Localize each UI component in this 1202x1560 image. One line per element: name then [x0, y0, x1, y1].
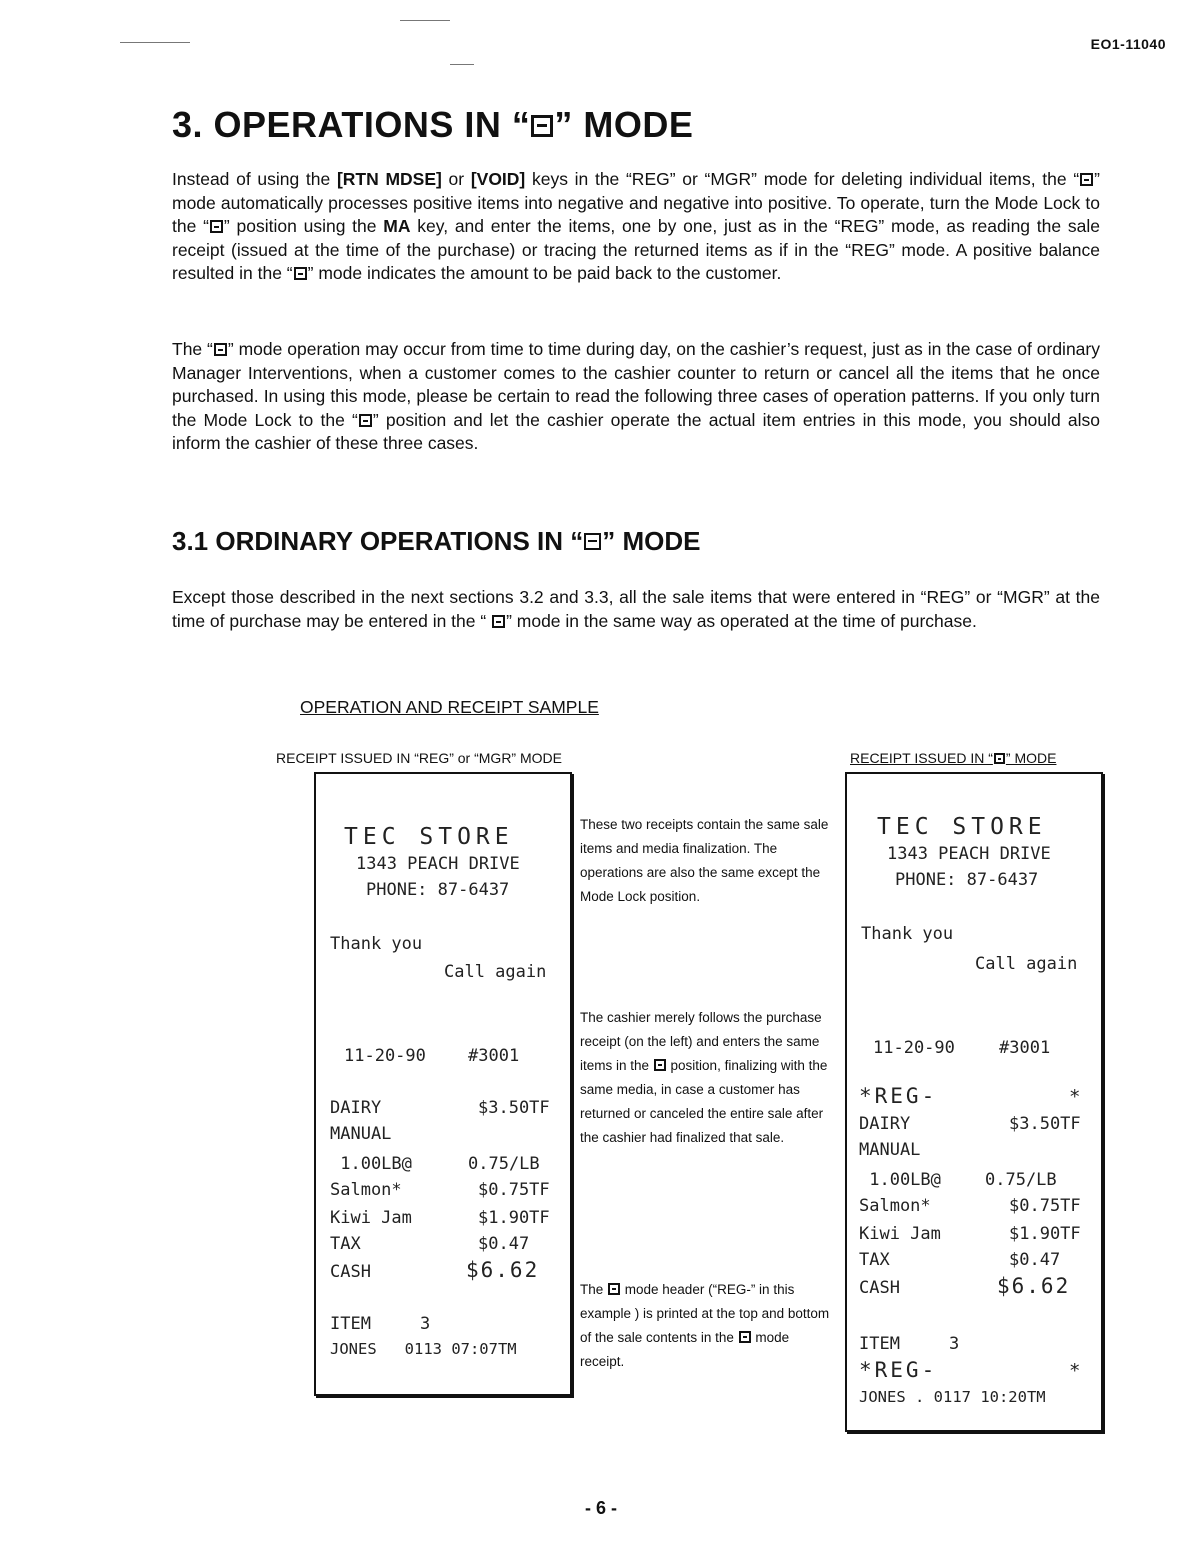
- receipt-item-label: 1.00LB@: [330, 1154, 412, 1174]
- receipt-store: TEC STORE: [877, 814, 1047, 840]
- minus-mode-icon: [994, 753, 1005, 764]
- minus-mode-icon: [608, 1283, 620, 1295]
- receipt-item-value: $6.62: [997, 1274, 1071, 1298]
- receipt-store: TEC STORE: [344, 824, 514, 850]
- section-prefix: 3.1 ORDINARY OPERATIONS IN “: [172, 526, 584, 556]
- minus-mode-header-mark: *REG-: [859, 1084, 938, 1108]
- minus-mode-header-end: *: [1069, 1086, 1081, 1108]
- receipt-item-label: Salmon*: [330, 1180, 402, 1200]
- text-run: key, and enter the items, one by one, just as in the “REG” mode, as reading the sale receipt (issued at the time of the purchase) or tracing the returned items as if in the “REG” mode. A positive balance resulted in the “: [172, 216, 1100, 284]
- text-run: The: [580, 1282, 608, 1297]
- text-run: The “: [172, 339, 213, 359]
- section-paragraph: [172, 586, 1100, 633]
- minus-mode-icon: [531, 115, 553, 137]
- minus-mode-icon: [584, 533, 601, 550]
- receipt-thanks: Thank you: [861, 924, 954, 944]
- text-run: ” mode in the same way as operated at the time of purchase.: [506, 610, 977, 631]
- right-receipt-caption: [850, 750, 1056, 766]
- caption-suffix: ” MODE: [1005, 750, 1057, 766]
- receipt-item-label: TAX: [859, 1250, 890, 1270]
- caption-prefix: RECEIPT ISSUED IN “: [850, 750, 993, 766]
- minus-mode-icon: [492, 615, 505, 628]
- text-run: position, finalizing with the same media, in case a customer has returned or canceled the entire sale after the cashier had finalized that sale.: [580, 1058, 828, 1145]
- receipt-address: 1343 PEACH DRIVE: [356, 854, 520, 874]
- minus-mode-footer-end: *: [1069, 1360, 1081, 1382]
- minus-mode-icon: [654, 1059, 666, 1071]
- minus-mode-icon: [739, 1331, 751, 1343]
- receipt-item-label: DAIRY: [859, 1114, 911, 1134]
- title-prefix: 3. OPERATIONS IN “: [172, 104, 531, 145]
- text-run: ” mode operation may occur from time to time during day, on the cashier’s request, just as in the case of ordinary Manager Interventions, when a customer comes to the cashier counter to return or cancel all the items that he once purchased. In using this mode, please be certain to read the following three cases of operation patterns. If you only turn the Mode Lock to the “: [172, 339, 1100, 430]
- ma-key: MA: [383, 216, 411, 237]
- receipt-number: #3001: [999, 1038, 1051, 1058]
- minus-mode-icon: [214, 343, 227, 356]
- receipt-item-label: CASH: [330, 1262, 371, 1282]
- scan-speck: [120, 42, 190, 43]
- rtn-mdse-key: [RTN MDSE]: [336, 169, 442, 189]
- text-run: ” position using the: [223, 216, 384, 237]
- receipt-item-label: MANUAL: [859, 1140, 921, 1160]
- receipt-item-value: $1.90TF: [1009, 1224, 1081, 1244]
- scan-speck: [450, 64, 474, 65]
- receipt-phone: PHONE: 87-6437: [366, 880, 510, 900]
- receipt-item-label: TAX: [330, 1234, 361, 1254]
- minus-mode-icon: [294, 267, 307, 280]
- section-heading: [172, 526, 701, 557]
- minus-mode-icon: [1080, 173, 1093, 186]
- receipt-item-label: 1.00LB@: [859, 1170, 941, 1190]
- text-run: keys in the “REG” or “MGR” mode for deleting individual items, the “: [525, 169, 1080, 189]
- receipt-item-value: $1.90TF: [478, 1208, 550, 1228]
- note-mode-header: [580, 1278, 836, 1374]
- text-run: Except those described in the next sections 3.2 and 3.3, all the sale items that were entered in “REG” or “MGR” at the time of purchase may be entered in the “: [172, 587, 1100, 631]
- reg-mode-receipt: [314, 772, 572, 1396]
- receipt-footer: JONES . 0117 10:20TM: [859, 1388, 1046, 1406]
- receipt-item-label: Salmon*: [859, 1196, 931, 1216]
- document-id: EO1-11040: [1090, 36, 1166, 52]
- note-cashier-follows: [580, 1006, 836, 1150]
- usage-paragraph: [172, 338, 1100, 456]
- receipt-date: 11-20-90: [344, 1046, 426, 1066]
- receipt-item-value: $3.50TF: [478, 1098, 550, 1118]
- receipt-item-value: $6.62: [466, 1258, 540, 1282]
- sample-label: OPERATION AND RECEIPT SAMPLE: [300, 697, 599, 717]
- receipt-number: #3001: [468, 1046, 520, 1066]
- minus-mode-footer-mark: *REG-: [859, 1358, 938, 1382]
- receipt-thanks: Thank you: [330, 934, 423, 954]
- receipt-count-label: ITEM: [859, 1334, 900, 1354]
- text-run: Instead of using the: [172, 169, 337, 189]
- receipt-item-value: $3.50TF: [1009, 1114, 1081, 1134]
- receipt-item-value: 0.75/LB: [468, 1154, 540, 1174]
- receipt-date: 11-20-90: [873, 1038, 955, 1058]
- receipt-item-label: Kiwi Jam: [859, 1224, 941, 1244]
- void-key: [VOID]: [470, 169, 526, 189]
- receipt-footer: JONES 0113 07:07TM: [330, 1340, 517, 1358]
- receipt-call-again: Call again: [444, 962, 547, 982]
- text-run: mode receipt.: [580, 1330, 790, 1369]
- receipt-item-label: MANUAL: [330, 1124, 392, 1144]
- receipt-item-value: 0.75/LB: [985, 1170, 1057, 1190]
- receipt-item-value: $0.47: [1009, 1250, 1061, 1270]
- text-run: These two receipts contain the same sale items and media finalization. The operations are also the same except the Mode Lock position.: [580, 817, 829, 904]
- intro-paragraph: [172, 168, 1100, 286]
- receipt-address: 1343 PEACH DRIVE: [887, 844, 1051, 864]
- note-same-items: [580, 813, 836, 909]
- text-run: ” mode automatically processes positive items into negative and negative into positive. To operate, turn the Mode Lock to the “: [172, 169, 1100, 237]
- title-suffix: ” MODE: [554, 104, 694, 145]
- text-run: ” position and let the cashier operate the actual item entries in this mode, you should also inform the cashier of these three cases.: [172, 409, 1100, 454]
- page-title: [172, 104, 693, 146]
- section-suffix: ” MODE: [602, 526, 701, 556]
- page-number: - 6 -: [584, 1498, 617, 1518]
- receipt-count-value: 3: [420, 1314, 431, 1334]
- receipt-call-again: Call again: [975, 954, 1078, 974]
- receipt-item-label: CASH: [859, 1278, 900, 1298]
- receipt-item-value: $0.75TF: [478, 1180, 550, 1200]
- receipt-item-label: Kiwi Jam: [330, 1208, 412, 1228]
- receipt-item-value: $0.75TF: [1009, 1196, 1081, 1216]
- text-run: The cashier merely follows the purchase receipt (on the left) and enters the same items in the: [580, 1010, 822, 1073]
- receipt-phone: PHONE: 87-6437: [895, 870, 1039, 890]
- left-receipt-caption: RECEIPT ISSUED IN “REG” or “MGR” MODE: [276, 750, 562, 766]
- receipt-count-value: 3: [949, 1334, 960, 1354]
- text-run: mode header (“REG-” in this example ) is printed at the top and bottom of the sale contents in the: [580, 1282, 830, 1345]
- receipt-item-value: $0.47: [478, 1234, 530, 1254]
- minus-mode-icon: [210, 220, 223, 233]
- text-run: ” mode indicates the amount to be paid back to the customer.: [307, 263, 782, 284]
- receipt-item-label: DAIRY: [330, 1098, 382, 1118]
- receipt-count-label: ITEM: [330, 1314, 371, 1334]
- text-run: or: [441, 169, 471, 189]
- minus-mode-icon: [359, 414, 372, 427]
- scan-speck: [400, 20, 450, 21]
- minus-mode-receipt: [845, 772, 1103, 1432]
